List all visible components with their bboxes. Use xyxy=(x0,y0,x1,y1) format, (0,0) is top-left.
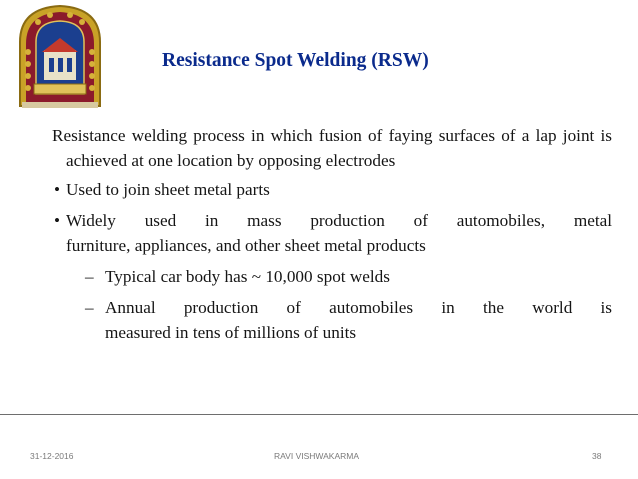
bullet-text-line: furniture, appliances, and other sheet metal products xyxy=(66,236,426,255)
sub-bullet-text-line: measured in tens of millions of units xyxy=(105,323,357,342)
footer-page-number: 38 xyxy=(592,451,602,461)
slide-body xyxy=(52,123,612,351)
sub-bullet-item xyxy=(52,295,612,345)
footer-divider xyxy=(0,414,638,415)
sub-bullet-text-line: Annual production of automobiles in the world is xyxy=(105,298,612,317)
sub-bullet-text: Typical car body has ~ 10,000 spot welds xyxy=(105,267,390,286)
sub-bullet-marker: – xyxy=(85,267,94,286)
footer-author: RAVI VISHWAKARMA xyxy=(274,451,360,461)
bullet-marker: • xyxy=(54,211,61,230)
bullet-marker: • xyxy=(54,180,61,199)
footer-date: 31-12-2016 xyxy=(30,451,74,461)
bullet-text: Used to join sheet metal parts xyxy=(66,180,270,199)
bullet-text-line: Widely used in mass production of automobiles, metal xyxy=(66,211,612,230)
bullet-item xyxy=(52,208,612,258)
sub-bullet-item xyxy=(52,264,612,289)
intro-paragraph: Resistance welding process in which fusion of faying surfaces of a lap joint is achieved at one location by opposing electrodes xyxy=(52,126,612,170)
institution-crest-icon xyxy=(14,2,106,110)
slide-title: Resistance Spot Welding (RSW) xyxy=(162,50,429,71)
sub-bullet-marker: – xyxy=(85,298,94,317)
bullet-item xyxy=(52,177,612,202)
